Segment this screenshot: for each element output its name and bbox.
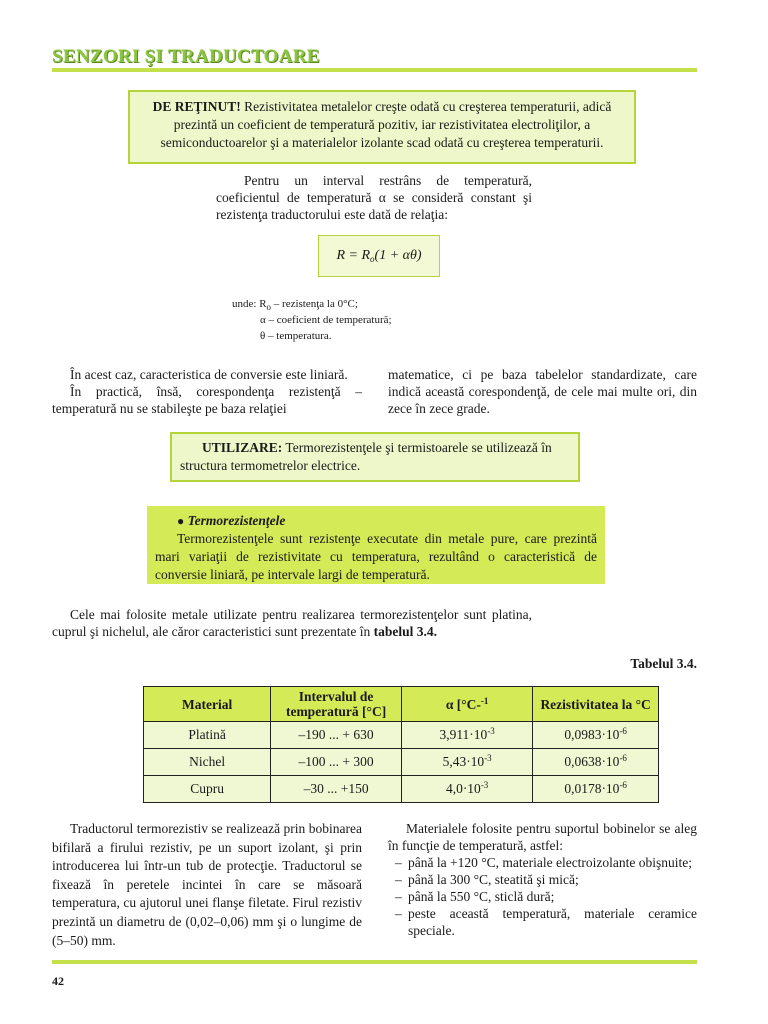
left-col-2-text: Traductorul termorezistiv se realizează prin bobinarea bifilară a firului rezistiv, pe un suport izolant, şi prin introducerea lui într-un tub de protecţie. Traductorul se fixează în peretele incintei în care se măsoară temperatura, cu ajutorul unei flanşe filetate. Firul rezistiv prezintă un diametru de (0,02–0,06) mm şi o lungime de (5–50) mm.	[52, 821, 362, 948]
table-cell: –100 ... + 300	[271, 749, 402, 776]
list-item: – până la 300 °C, steatită şi mică;	[388, 871, 697, 888]
list-item: – peste această temperatură, materiale ceramice speciale.	[388, 905, 697, 939]
intro-paragraph	[216, 172, 532, 223]
header-interval: Intervalul de temperatură [°C]	[271, 687, 402, 722]
table-cell: $3,911\cdot 10^{-3}$	[401, 722, 532, 749]
legend-line-3: θ – temperatura.	[260, 330, 332, 342]
bullet-icon: ●	[177, 514, 185, 528]
utilizare-text: Termorezistenţele şi termistoarele se utilizează în structura termometrelor electrice.	[180, 440, 552, 473]
left-column-1	[52, 366, 362, 417]
header-alpha	[401, 687, 532, 722]
utilizare-box	[170, 432, 580, 482]
table-row	[144, 722, 659, 749]
header-alpha-label: α [°C-$^{-1}$	[445, 695, 489, 712]
table-row	[144, 749, 659, 776]
note-text: Rezistivitatea metalelor creşte odată cu creşterea temperaturii, adică prezintă un coeficient de temperatură pozitiv, iar rezistivitatea electroliţilor, a semiconductoarelor şi a materialelor izolante scad odată cu creşterea temperaturii.	[160, 99, 612, 150]
table-cell: Cupru	[144, 776, 271, 803]
formula-text: $R = R_o(1 + \alpha\theta)$	[336, 248, 422, 264]
right-col-2-intro: Materialele folosite pentru suportul bobinelor se aleg în funcţie de temperatură, astfel:	[388, 821, 697, 853]
header-rule	[52, 68, 697, 72]
table-cell: $5,43\cdot 10^{-3}$	[401, 749, 532, 776]
header-material: Material	[144, 687, 271, 722]
table-cell: Platină	[144, 722, 271, 749]
table-cell: $0,0178\cdot 10^{-6}$	[533, 776, 659, 803]
right-column-1	[388, 366, 697, 417]
table-cell: $0,0983\cdot 10^{-6}$	[533, 722, 659, 749]
termorezistente-box	[147, 506, 605, 584]
table-cell: –190 ... + 630	[271, 722, 402, 749]
intro-text: Pentru un interval restrâns de temperatură, coeficientul de temperatură α se consideră constant şi rezistenţa traductorului este dată de relaţia:	[216, 173, 532, 222]
legend-line-1: unde: $R_o$ – rezistenţa la 0°C;	[232, 298, 358, 312]
metals-bold: tabelul 3.4.	[373, 624, 437, 639]
data-table	[143, 686, 659, 803]
table-row	[144, 776, 659, 803]
utilizare-label: UTILIZARE:	[202, 440, 283, 455]
left-col-1-line-2: În practică, însă, corespondenţa rezistenţă – temperatură nu se stabileşte pe baza relaţiei	[52, 384, 362, 416]
termo-title: Termorezistenţele	[187, 513, 286, 528]
table-cell: $0,0638\cdot 10^{-6}$	[533, 749, 659, 776]
formula-legend	[232, 296, 492, 344]
header-resistivity: Rezistivitatea la °C	[533, 687, 659, 722]
page-number: 42	[52, 974, 64, 988]
right-column-2	[388, 820, 697, 939]
table-cell: –30 ... +150	[271, 776, 402, 803]
right-col-1-text: matematice, ci pe baza tabelelor standardizate, care indică această corespondenţă, de cele mai multe ori, din zece în zece grade.	[388, 367, 697, 416]
footer-rule	[52, 960, 697, 964]
list-item: – până la 550 °C, sticlă dură;	[388, 888, 697, 905]
termo-title-row	[155, 512, 597, 530]
table-caption: Tabelul 3.4.	[630, 656, 697, 671]
list-item: – până la +120 °C, materiale electroizolante obişnuite;	[388, 854, 697, 871]
table-cell: $4,0\cdot 10^{-3}$	[401, 776, 532, 803]
left-col-1-line-1: În acest caz, caracteristica de conversie este liniară.	[70, 367, 348, 382]
table-cell: Nichel	[144, 749, 271, 776]
metals-paragraph	[52, 606, 532, 640]
left-column-2	[52, 820, 362, 950]
termo-text: Termorezistenţele sunt rezistenţe executate din metale pure, care prezintă mari variaţii de rezistivitate cu temperatura, rezultând o caracteristică de conversie liniară, pe intervale largi de temperatură.	[155, 531, 597, 582]
table-header-row	[144, 687, 659, 722]
note-box	[128, 90, 636, 164]
materials-list	[388, 854, 697, 939]
legend-line-2: α – coeficient de temperatură;	[260, 314, 392, 326]
page-header: SENZORI ŞI TRADUCTOARE	[52, 46, 320, 67]
note-label: DE REŢINUT!	[152, 99, 241, 114]
formula-box	[318, 235, 440, 277]
metals-text: Cele mai folosite metale utilizate pentru realizarea termorezistenţelor sunt platina, cuprul şi nichelul, ale căror caracteristici sunt prezentate în	[52, 607, 532, 639]
